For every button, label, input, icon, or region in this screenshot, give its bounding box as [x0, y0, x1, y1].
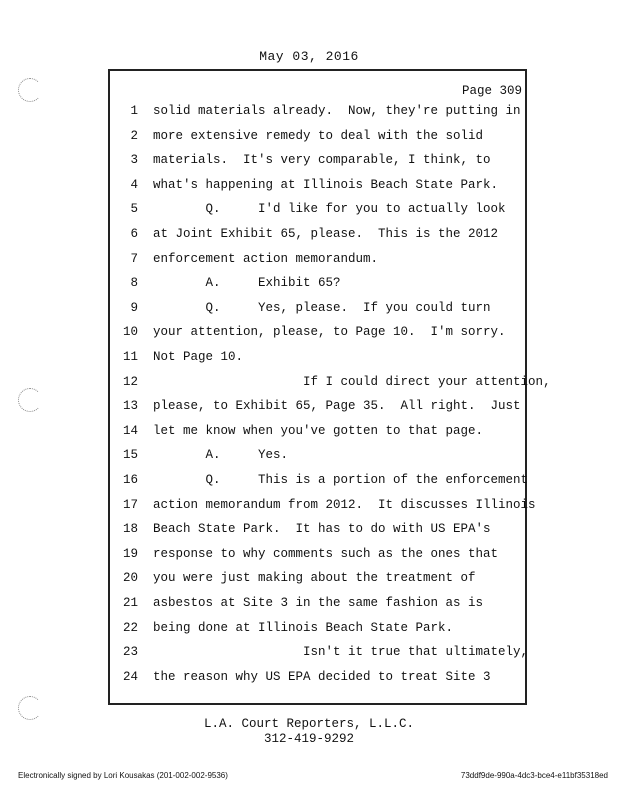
- line-text: the reason why US EPA decided to treat Site 3: [153, 670, 491, 684]
- line-text: Q. Yes, please. If you could turn: [153, 301, 491, 315]
- line-number: 22: [122, 621, 138, 635]
- page-number: Page 309: [461, 84, 522, 98]
- line-text: being done at Illinois Beach State Park.: [153, 621, 454, 635]
- line-number: 15: [122, 448, 138, 462]
- line-text: If I could direct your attention,: [153, 375, 551, 389]
- line-text: let me know when you've gotten to that page.: [153, 424, 484, 438]
- line-number: 16: [122, 473, 138, 487]
- court-reporter-phone: 312-419-9292: [263, 732, 354, 746]
- electronic-signature: Electronically signed by Lori Kousakas (201-002-002-9536): [18, 771, 228, 780]
- line-number: 23: [122, 645, 138, 659]
- line-number: 21: [122, 596, 138, 610]
- line-text: A. Yes.: [153, 448, 289, 462]
- line-number: 17: [122, 498, 138, 512]
- line-text: enforcement action memorandum.: [153, 252, 379, 266]
- line-number: 24: [122, 670, 138, 684]
- line-number: 8: [130, 276, 138, 290]
- court-reporter-name: L.A. Court Reporters, L.L.C.: [203, 717, 415, 731]
- transcript-date: May 03, 2016: [259, 49, 359, 64]
- line-text: response to why comments such as the ones that: [153, 547, 499, 561]
- line-text: more extensive remedy to deal with the solid: [153, 129, 484, 143]
- line-number: 14: [122, 424, 138, 438]
- line-text: Q. I'd like for you to actually look: [153, 202, 506, 216]
- line-number: 18: [122, 522, 138, 536]
- line-text: A. Exhibit 65?: [153, 276, 341, 290]
- line-text: you were just making about the treatment of: [153, 571, 476, 585]
- line-text: Q. This is a portion of the enforcement: [153, 473, 529, 487]
- line-text: your attention, please, to Page 10. I'm sorry.: [153, 325, 506, 339]
- line-text: materials. It's very comparable, I think, to: [153, 153, 491, 167]
- line-number: 11: [122, 350, 138, 364]
- line-number: 1: [130, 104, 138, 118]
- document-hash: 73ddf9de-990a-4dc3-bce4-e11bf35318ed: [460, 771, 608, 780]
- line-number: 5: [130, 202, 138, 216]
- line-text: Isn't it true that ultimately,: [153, 645, 529, 659]
- line-number: 6: [130, 227, 138, 241]
- punch-hole-mark: [18, 696, 42, 720]
- line-text: solid materials already. Now, they're putting in: [153, 104, 521, 118]
- line-text: Beach State Park. It has to do with US EPA's: [153, 522, 491, 536]
- line-number: 13: [122, 399, 138, 413]
- line-number: 10: [122, 325, 138, 339]
- line-number: 20: [122, 571, 138, 585]
- punch-hole-mark: [18, 388, 42, 412]
- line-number: 4: [130, 178, 138, 192]
- line-text: Not Page 10.: [153, 350, 244, 364]
- line-number: 9: [130, 301, 138, 315]
- line-text: asbestos at Site 3 in the same fashion as is: [153, 596, 484, 610]
- line-number: 12: [122, 375, 138, 389]
- line-number: 19: [122, 547, 138, 561]
- line-text: action memorandum from 2012. It discusses Illinois: [153, 498, 536, 512]
- line-text: at Joint Exhibit 65, please. This is the 2012: [153, 227, 499, 241]
- line-text: what's happening at Illinois Beach State Park.: [153, 178, 499, 192]
- line-number: 3: [130, 153, 138, 167]
- line-number: 2: [130, 129, 138, 143]
- punch-hole-mark: [18, 78, 42, 102]
- line-number: 7: [130, 252, 138, 266]
- line-text: please, to Exhibit 65, Page 35. All right. Just: [153, 399, 521, 413]
